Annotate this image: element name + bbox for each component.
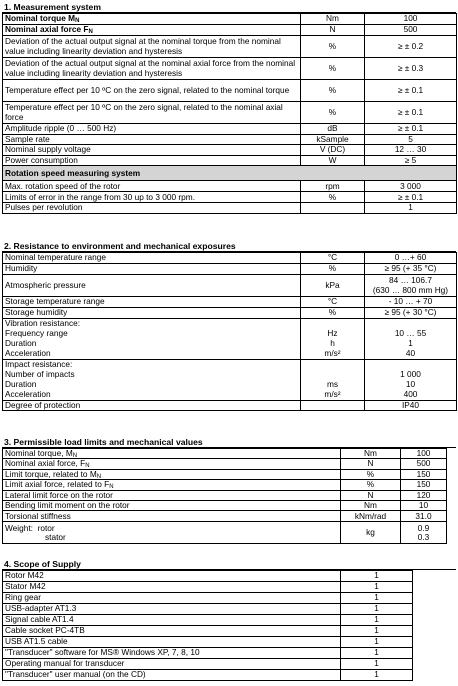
- row-value: 120: [401, 490, 447, 500]
- row-unit: %: [341, 469, 401, 479]
- table-row: [3, 58, 457, 80]
- table-row-group-head: [3, 319, 457, 329]
- row-value: 84 … 106.7 (630 … 800 mm Hg): [365, 275, 457, 297]
- list-item: [3, 637, 413, 648]
- row-value: ≥ ± 0.1: [365, 102, 457, 124]
- measurement-table: [2, 13, 457, 214]
- row-label: Deviation of the actual output signal at the nominal torque from the nominal value including linearity deviation and hysteresis: [3, 36, 301, 58]
- item-label: USB AT1.5 cable: [3, 637, 341, 648]
- row-value: 10: [365, 380, 457, 390]
- section-load-limits: [2, 437, 456, 544]
- table-row: [3, 124, 457, 135]
- table-row: [3, 329, 457, 339]
- row-label: Duration: [3, 380, 301, 390]
- row-value: 3 000: [365, 181, 457, 192]
- row-unit: %: [301, 192, 365, 203]
- item-label: "Transducer" software for MS® Windows XP, 7, 8, 10: [3, 648, 341, 659]
- row-value: 1 000: [365, 370, 457, 380]
- row-value: IP40: [365, 401, 457, 411]
- row-value: 150: [401, 480, 447, 490]
- item-qty: 1: [341, 593, 413, 604]
- row-label: Power consumption: [3, 155, 301, 165]
- row-label: Torsional stiffness: [3, 511, 341, 522]
- table-row-weight: [3, 522, 447, 544]
- row-value: 0 …+ 60: [365, 253, 457, 264]
- item-qty: 1: [341, 648, 413, 659]
- row-label: Acceleration: [3, 349, 301, 360]
- row-value: ≥ ± 0.1: [365, 124, 457, 135]
- row-unit: °C: [301, 253, 365, 264]
- row-value: 10 … 55: [365, 329, 457, 339]
- row-unit: V (DC): [301, 145, 365, 155]
- row-label: Atmospheric pressure: [3, 275, 301, 297]
- table-row: [3, 253, 457, 264]
- row-unit: °C: [301, 297, 365, 308]
- section-resistance: [2, 241, 456, 411]
- row-unit: dB: [301, 124, 365, 135]
- row-label: Humidity: [3, 264, 301, 275]
- row-unit: Nm: [341, 449, 401, 459]
- section-scope-of-supply: [2, 559, 456, 681]
- item-label: Signal cable AT1.4: [3, 615, 341, 626]
- row-value: ≥ ± 0.3: [365, 58, 457, 80]
- row-value: 500: [365, 25, 457, 36]
- list-item: [3, 582, 413, 593]
- row-label: Degree of protection: [3, 401, 301, 411]
- table-row: [3, 135, 457, 145]
- subsection-title: Rotation speed measuring system: [3, 166, 457, 181]
- item-label: Operating manual for transducer: [3, 659, 341, 670]
- row-label: Frequency range: [3, 329, 301, 339]
- item-qty: 1: [341, 659, 413, 670]
- row-value: 12 … 30: [365, 145, 457, 155]
- item-label: "Transducer" user manual (on the CD): [3, 670, 341, 681]
- item-label: Cable socket PC-4TB: [3, 626, 341, 637]
- table-row: [3, 155, 457, 165]
- row-value: 5: [365, 135, 457, 145]
- row-unit: kSample: [301, 135, 365, 145]
- row-label: Nominal torque, $M_N$: [3, 449, 341, 459]
- row-unit: m/s²: [301, 390, 365, 401]
- item-qty: 1: [341, 626, 413, 637]
- row-unit: [301, 203, 365, 213]
- list-item: [3, 615, 413, 626]
- table-row: [3, 501, 447, 511]
- table-row: [3, 370, 457, 380]
- row-label: Limit axial force, related to $F_N$: [3, 480, 341, 490]
- row-label: Limit torque, related to $M_N$: [3, 469, 341, 479]
- row-label: Storage humidity: [3, 308, 301, 319]
- row-unit: [301, 370, 365, 380]
- row-unit: kPa: [301, 275, 365, 297]
- table-row: [3, 349, 457, 360]
- row-value: 31.0: [401, 511, 447, 522]
- row-value: 1: [365, 339, 457, 349]
- impact-head: Impact resistance:: [3, 360, 301, 370]
- row-label: Amplitude ripple (0 … 500 Hz): [3, 124, 301, 135]
- item-qty: 1: [341, 582, 413, 593]
- row-unit: %: [301, 36, 365, 58]
- row-label: Nominal temperature range: [3, 253, 301, 264]
- section-title: 1. Measurement system: [2, 2, 456, 13]
- row-unit: N: [341, 459, 401, 469]
- row-value: ≥ 5: [365, 155, 457, 165]
- table-row: [3, 192, 457, 203]
- row-value: 100: [401, 449, 447, 459]
- list-item: [3, 604, 413, 615]
- row-label: Nominal supply voltage: [3, 145, 301, 155]
- row-label: Storage temperature range: [3, 297, 301, 308]
- row-value: 150: [401, 469, 447, 479]
- list-item: [3, 659, 413, 670]
- row-label: Pulses per revolution: [3, 203, 301, 213]
- row-label: Sample rate: [3, 135, 301, 145]
- row-unit: h: [301, 339, 365, 349]
- row-value: - 10 … + 70: [365, 297, 457, 308]
- row-label: Bending limit moment on the rotor: [3, 501, 341, 511]
- item-label: USB-adapter AT1.3: [3, 604, 341, 615]
- row-unit: [301, 401, 365, 411]
- row-value: ≥ ± 0.1: [365, 192, 457, 203]
- row-unit: %: [301, 264, 365, 275]
- row-unit: N: [341, 490, 401, 500]
- table-row: [3, 80, 457, 102]
- table-row: [3, 14, 457, 25]
- section-title: 3. Permissible load limits and mechanical values: [2, 437, 456, 448]
- row-unit: Nm: [301, 14, 365, 25]
- list-item: [3, 571, 413, 582]
- row-value: ≥ 95 (+ 35 °C): [365, 264, 457, 275]
- row-value: 10: [401, 501, 447, 511]
- table-row: [3, 401, 457, 411]
- table-row: [3, 380, 457, 390]
- row-value: ≥ ± 0.1: [365, 80, 457, 102]
- row-value: 500: [401, 459, 447, 469]
- table-row: [3, 469, 447, 479]
- item-label: Ring gear: [3, 593, 341, 604]
- item-label: Rotor M42: [3, 571, 341, 582]
- table-row: [3, 390, 457, 401]
- table-row: [3, 459, 447, 469]
- row-value: 400: [365, 390, 457, 401]
- subsection-header: [3, 166, 457, 181]
- row-unit: %: [301, 308, 365, 319]
- vibration-head: Vibration resistance:: [3, 319, 301, 329]
- load-limits-table: [2, 448, 447, 544]
- row-unit: kg: [341, 522, 401, 544]
- section-measurement-system: [2, 2, 456, 214]
- row-value: 0.9 0.3: [401, 522, 447, 544]
- row-unit: %: [341, 480, 401, 490]
- row-label: Lateral limit force on the rotor: [3, 490, 341, 500]
- table-row: [3, 490, 447, 500]
- table-row: [3, 275, 457, 297]
- row-unit: %: [301, 58, 365, 80]
- item-qty: 1: [341, 571, 413, 582]
- row-label: Limits of error in the range from 30 up to 3 000 rpm.: [3, 192, 301, 203]
- row-unit: Nm: [341, 501, 401, 511]
- table-row: [3, 145, 457, 155]
- item-qty: 1: [341, 637, 413, 648]
- table-row: [3, 297, 457, 308]
- row-label: Duration: [3, 339, 301, 349]
- row-value: ≥ ± 0.2: [365, 36, 457, 58]
- table-row: [3, 264, 457, 275]
- weight-label: Weight: rotor stator: [3, 522, 341, 544]
- section-title: 4. Scope of Supply: [2, 559, 456, 570]
- row-unit: rpm: [301, 181, 365, 192]
- table-row: [3, 339, 457, 349]
- row-value: 1: [365, 203, 457, 213]
- list-item: [3, 670, 413, 681]
- table-row: [3, 181, 457, 192]
- row-label: Acceleration: [3, 390, 301, 401]
- row-label: Nominal torque $M_N$: [3, 14, 301, 25]
- item-label: Stator M42: [3, 582, 341, 593]
- table-row: [3, 449, 447, 459]
- list-item: [3, 626, 413, 637]
- row-value: 40: [365, 349, 457, 360]
- row-unit: N: [301, 25, 365, 36]
- row-unit: W: [301, 155, 365, 165]
- row-value: 100: [365, 14, 457, 25]
- table-row: [3, 308, 457, 319]
- row-unit: m/s²: [301, 349, 365, 360]
- table-row: [3, 36, 457, 58]
- table-row: [3, 480, 447, 490]
- table-row-group-head: [3, 360, 457, 370]
- row-label: Temperature effect per 10 ºC on the zero signal, related to the nominal torque: [3, 80, 301, 102]
- row-label: Nominal axial force $F_N$: [3, 25, 301, 36]
- table-row: [3, 25, 457, 36]
- item-qty: 1: [341, 604, 413, 615]
- row-unit: ms: [301, 380, 365, 390]
- row-unit: %: [301, 80, 365, 102]
- table-row: [3, 102, 457, 124]
- section-title: 2. Resistance to environment and mechanical exposures: [2, 241, 456, 252]
- row-label: Number of impacts: [3, 370, 301, 380]
- item-qty: 1: [341, 615, 413, 626]
- row-value: ≥ 95 (+ 30 °C): [365, 308, 457, 319]
- row-unit: Hz: [301, 329, 365, 339]
- row-label: Nominal axial force, $F_N$: [3, 459, 341, 469]
- supply-table: [2, 570, 413, 681]
- row-label: Max. rotation speed of the rotor: [3, 181, 301, 192]
- resistance-table: [2, 252, 457, 411]
- row-unit: %: [301, 102, 365, 124]
- row-label: Temperature effect per 10 ºC on the zero signal, related to the nominal axial force: [3, 102, 301, 124]
- list-item: [3, 648, 413, 659]
- row-unit: kNm/rad: [341, 511, 401, 522]
- list-item: [3, 593, 413, 604]
- row-label: Deviation of the actual output signal at the nominal axial force from the nominal value including linearity deviation and hysteresis: [3, 58, 301, 80]
- item-qty: 1: [341, 670, 413, 681]
- table-row: [3, 203, 457, 213]
- table-row: [3, 511, 447, 522]
